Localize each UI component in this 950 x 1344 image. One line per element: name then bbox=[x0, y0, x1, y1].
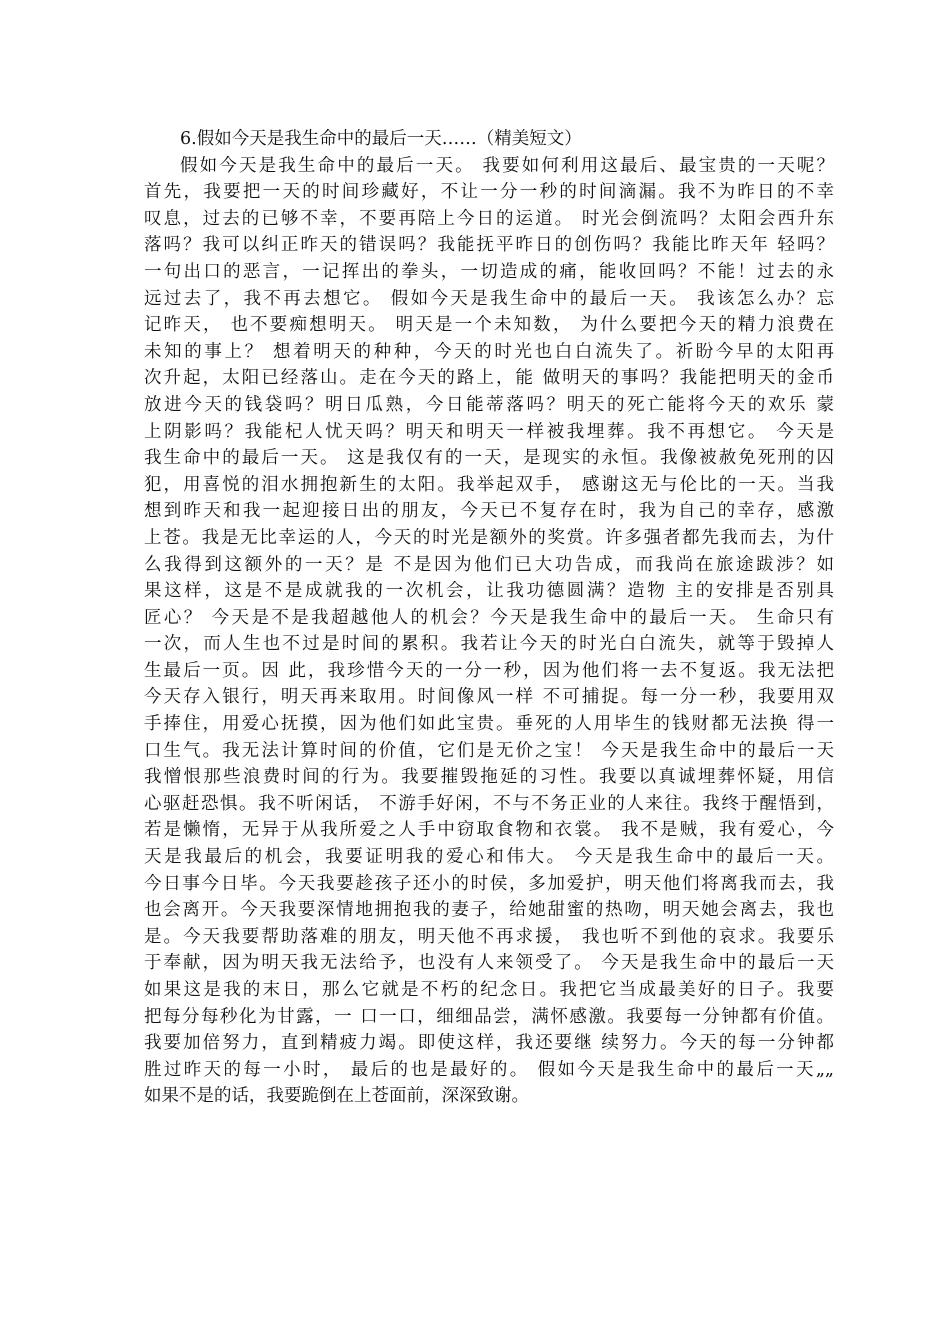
paragraph-line: 叹息，过去的已够不幸，不要再陪上今日的运道。 时光会倒流吗？太阳会西升东 bbox=[144, 208, 834, 229]
paragraph-line: 心驱赶恐惧。我不听闲话， 不游手好闲，不与不务正业的人来往。我终于醒悟到， bbox=[144, 793, 834, 814]
paragraph-line: 首先，我要把一天的时间珍藏好，不让一分一秒的时间滴漏。我不为昨日的不幸 bbox=[144, 182, 834, 203]
paragraph-line: 记昨天， 也不要痴想明天。 明天是一个未知数， 为什么要把今天的精力浪费在 bbox=[144, 315, 834, 336]
paragraph-line: 把每分每秒化为甘露，一 口一口，细细品尝，满怀感激。我要每一分钟都有价值。 bbox=[144, 1006, 834, 1027]
article-body bbox=[144, 126, 834, 1110]
paragraph-line: 于奉献，因为明天我无法给予，也没有人来领受了。 今天是我生命中的最后一天 bbox=[144, 953, 834, 974]
paragraph-line: 落吗？我可以纠正昨天的错误吗？我能抚平昨日的创伤吗？我能比昨天年 轻吗？ bbox=[144, 235, 834, 256]
paragraph-line: 想到昨天和我一起迎接日出的朋友，今天已不复存在时，我为自己的幸存，感激 bbox=[144, 501, 834, 522]
paragraph-line: 匠心？ 今天是不是我超越他人的机会？今天是我生命中的最后一天。 生命只有 bbox=[144, 607, 834, 628]
paragraph-line: 犯，用喜悦的泪水拥抱新生的太阳。我举起双手， 感谢这无与伦比的一天。当我 bbox=[144, 474, 834, 495]
paragraph-line: 么我得到这额外的一天？是 不是因为他们已大功告成，而我尚在旅途跋涉？如 bbox=[144, 554, 834, 575]
paragraph-line: 今天存入银行，明天再来取用。时间像风一样 不可捕捉。每一分一秒，我要用双 bbox=[144, 687, 834, 708]
paragraph-line: 未知的事上？ 想着明天的种种，今天的时光也白白流失了。祈盼今早的太阳再 bbox=[144, 341, 834, 362]
paragraph-line: 我生命中的最后一天。 这是我仅有的一天，是现实的永恒。我像被赦免死刑的囚 bbox=[144, 448, 834, 469]
paragraph-line: 今日事今日毕。今天我要趁孩子还小的时侯，多加爱护，明天他们将离我而去，我 bbox=[144, 873, 834, 894]
paragraph-line: 我憎恨那些浪费时间的行为。我要摧毁拖延的习性。我要以真诚埋葬怀疑，用信 bbox=[144, 767, 834, 788]
paragraph-line: 上阴影吗？我能杞人忧天吗？明天和明天一样被我埋葬。我不再想它。 今天是 bbox=[144, 421, 834, 442]
paragraph-line: 若是懒惰，无异于从我所爱之人手中窃取食物和衣裳。 我不是贼，我有爱心，今 bbox=[144, 820, 834, 841]
paragraph-line: 胜过昨天的每一小时， 最后的也是最好的。 假如今天是我生命中的最后一天„„ bbox=[144, 1059, 834, 1080]
paragraph-line: 如果不是的话，我要跪倒在上苍面前，深深致谢。 bbox=[144, 1086, 529, 1107]
paragraph-line: 我要加倍努力，直到精疲力竭。即使这样，我还要继 续努力。今天的每一分钟都 bbox=[144, 1033, 834, 1054]
paragraph-line: 口生气。我无法计算时间的价值，它们是无价之宝！ 今天是我生命中的最后一天 bbox=[144, 740, 834, 761]
paragraph-line: 放进今天的钱袋吗？明日瓜熟，今日能蒂落吗？明天的死亡能将今天的欢乐 蒙 bbox=[144, 394, 834, 415]
paragraph-line: 远过去了，我不再去想它。 假如今天是我生命中的最后一天。 我该怎么办？忘 bbox=[144, 288, 834, 309]
paragraph-line: 一句出口的恶言，一记挥出的拳头，一切造成的痛，能收回吗？不能！过去的永 bbox=[144, 261, 834, 282]
paragraph-line: 如果这是我的末日，那么它就是不朽的纪念日。我把它当成最美好的日子。我要 bbox=[144, 980, 834, 1000]
article-title: 6.假如今天是我生命中的最后一天……（精美短文） bbox=[180, 129, 582, 149]
paragraph-line: 手捧住，用爱心抚摸，因为他们如此宝贵。垂死的人用毕生的钱财都无法换 得一 bbox=[144, 714, 834, 735]
paragraph-line: 次升起，太阳已经落山。走在今天的路上，能 做明天的事吗？我能把明天的金币 bbox=[144, 368, 834, 389]
paragraph-line: 果这样，这是不是成就我的一次机会，让我功德圆满？造物 主的安排是否别具 bbox=[144, 581, 834, 602]
paragraph-line: 上苍。我是无比幸运的人，今天的时光是额外的奖赏。许多强者都先我而去，为什 bbox=[144, 527, 834, 548]
paragraph-line: 假如今天是我生命中的最后一天。 我要如何利用这最后、最宝贵的一天呢？ bbox=[180, 155, 834, 176]
paragraph-line: 天是我最后的机会，我要证明我的爱心和伟大。 今天是我生命中的最后一天。 bbox=[144, 847, 834, 868]
paragraph-line: 是。今天我要帮助落难的朋友，明天他不再求援， 我也听不到他的哀求。我要乐 bbox=[144, 926, 834, 947]
paragraph-line: 也会离开。今天我要深情地拥抱我的妻子，给她甜蜜的热吻，明天她会离去，我也 bbox=[144, 900, 834, 921]
paragraph-line: 生最后一页。因 此，我珍惜今天的一分一秒，因为他们将一去不复返。我无法把 bbox=[144, 660, 834, 681]
paragraph-line: 一次，而人生也不过是时间的累积。我若让今天的时光白白流失，就等于毁掉人 bbox=[144, 634, 834, 655]
